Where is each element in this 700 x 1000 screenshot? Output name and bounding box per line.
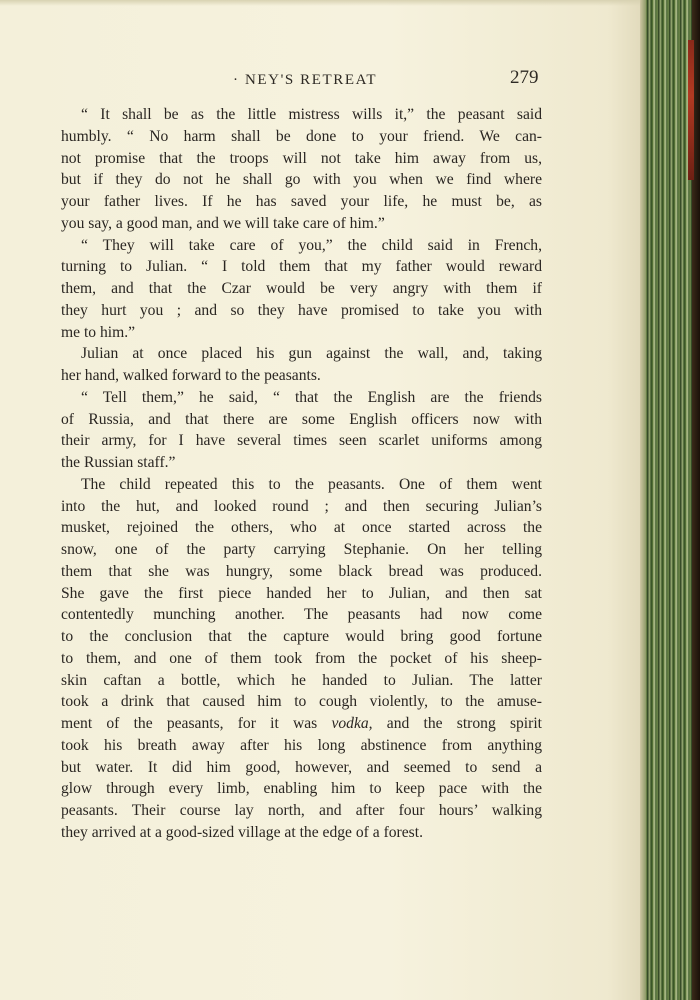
text-line: “ It shall be as the little mistress wills it,” the peasant said xyxy=(81,106,542,123)
text-line: “ They will take care of you,” the child said in French, xyxy=(81,236,542,254)
text-line: they arrived at a good-sized village at the edge of a forest. xyxy=(61,823,423,841)
text-line: peasants. Their course lay north, and after four hours’ walking xyxy=(61,802,542,819)
text-line: the Russian staff.” xyxy=(61,454,176,471)
text-line: turning to Julian. “ I told them that my father would reward xyxy=(61,258,542,276)
text-line: “ Tell them,” he said, “ that the English are the friends xyxy=(81,388,542,406)
text-line: The child repeated this to the peasants. One of them went xyxy=(81,475,542,493)
text-segment: ment of the peasants, for it was xyxy=(61,715,332,732)
text-line: took his breath away after his long abstinence from anything xyxy=(61,736,542,754)
text-line: Julian at once placed his gun against the wall, and, taking xyxy=(81,345,542,363)
page-top-shadow xyxy=(0,0,640,6)
text-line: into the hut, and looked round ; and then securing Julian’s xyxy=(61,497,542,515)
page-number: 279 xyxy=(510,67,539,88)
text-line: they hurt you ; and so they have promised to take you with xyxy=(61,301,542,319)
italic-word: vodka, xyxy=(331,715,373,732)
text-line: your father lives. If he has saved your life, he must be, as xyxy=(61,193,542,210)
text-line: but water. It did him good, however, and seemed to send a xyxy=(61,758,542,776)
text-line: them, and that the Czar would be very angry with them if xyxy=(61,280,542,297)
text-line: contentedly munching another. The peasants had now come xyxy=(61,606,542,624)
text-line: you say, a good man, and we will take care of him.” xyxy=(61,214,385,232)
text-line: musket, rejoined the others, who at once started across the xyxy=(61,519,542,537)
running-head: · NEY'S RETREAT xyxy=(233,72,378,88)
text-line: her hand, walked forward to the peasants. xyxy=(61,367,321,384)
bookmark-ribbon xyxy=(688,40,694,180)
text-line: took a drink that caused him to cough violently, to the amuse- xyxy=(61,693,542,711)
text-line: skin caftan a bottle, which he handed to Julian. The latter xyxy=(61,671,542,689)
text-line: their army, for I have several times seen scarlet uniforms among xyxy=(61,432,542,450)
body-text xyxy=(61,104,542,844)
text-line: of Russia, and that there are some English officers now with xyxy=(61,410,542,428)
text-line: not promise that the troops will not take him away from us, xyxy=(61,149,542,167)
text-line-mixed xyxy=(61,713,542,735)
text-line: glow through every limb, enabling him to keep pace with the xyxy=(61,780,542,798)
text-line: to them, and one of them took from the pocket of his sheep- xyxy=(61,649,542,667)
text-line: me to him.” xyxy=(61,323,136,341)
text-line: She gave the first piece handed her to Julian, and then sat xyxy=(61,584,542,602)
text-line: snow, one of the party carrying Stephanie. On her telling xyxy=(61,541,542,558)
text-segment: and the strong spirit xyxy=(372,715,542,732)
text-line: but if they do not he shall go with you when we find where xyxy=(61,171,542,189)
text-line: to the conclusion that the capture would bring good fortune xyxy=(61,628,542,645)
text-line: humbly. “ No harm shall be done to your friend. We can- xyxy=(61,127,542,145)
text-line: them that she was hungry, some black bread was produced. xyxy=(61,562,542,580)
